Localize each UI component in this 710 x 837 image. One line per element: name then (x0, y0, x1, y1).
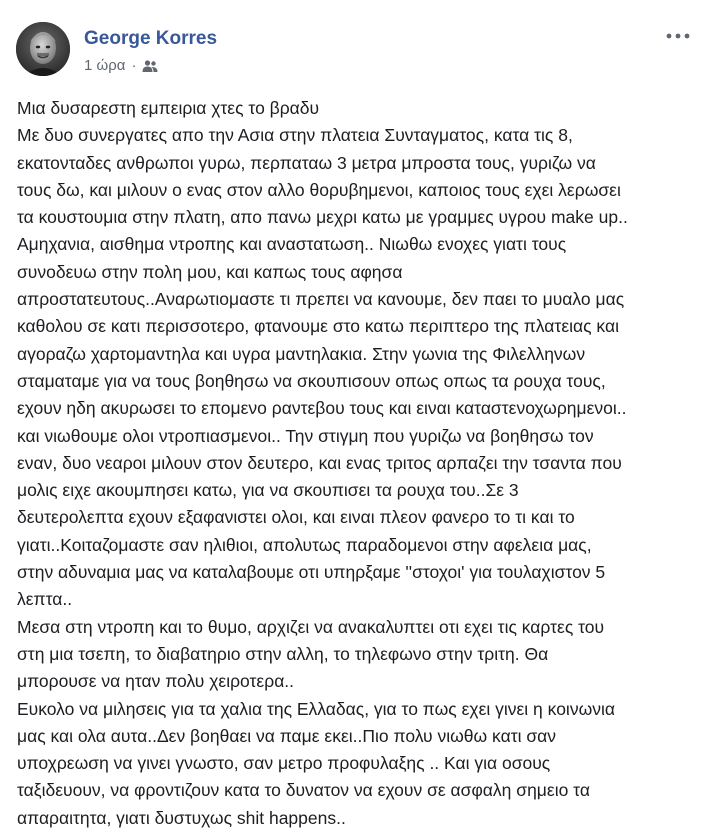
post-meta (84, 57, 158, 74)
post-text-line: σταματαμε για να τους βοηθησω να σκουπισουν οπως οπως τα ρουχα τους, (17, 370, 606, 391)
post-text-line: Μεσα στη ντροπη και το θυμο, αρχιζει να ανακαλυπτει οτι εχει τις καρτες του (17, 616, 605, 637)
post-text-line: μολις ειχε ακουμπησει κατω, για να σκουπισει τα ρουχα του..Σε 3 (17, 480, 519, 501)
post-text-line: γιατι..Κοιταζομαστε σαν ηλιθιοι, απολυτως παραδομενοι στην αφελεια μας, (17, 534, 592, 555)
post-text-line: αγοραζω χαρτομαντηλα και υγρα μαντηλακια. Στην γωνια της Φιλελληνων (17, 343, 586, 364)
author-name[interactable]: George Korres (84, 28, 218, 49)
post-text-line: εναν, δυο νεαροι μιλουν στον δευτερο, και ενας τριτος αρπαζει την τσαντα που (17, 452, 622, 473)
post-text-line: λεπτα.. (17, 589, 73, 610)
post-text-line: τα κουστουμια στην πλατη, απο πανω μεχρι κατω με γραμμες υγρου make up.. (17, 207, 628, 228)
post-text-line: εχουν ηδη ακυρωσει το επομενο ραντεβου τους και ειναι καταστενοχωρημενοι.. (17, 398, 627, 419)
post-text-line: ταξιδευουν, να φροντιζουν κατα το δυνατον να εχουν σε ασφαλη σημειο τα (17, 780, 590, 801)
post-text-line: δευτερολεπτα εχουν εξαφανιστει ολοι, και ειναι πλεον φανερο το τι και το (17, 507, 575, 528)
post-text-line: μπορουσε να ηταν πολυ χειροτερα.. (17, 671, 295, 692)
post-text-line: καθολου σε κατι περισσοτερο, φτανουμε στο κατω περιπτερο της πλατειας και (17, 316, 619, 337)
post-text-line: υποχρεωση να γινει γνωστο, σαν μετρο προφυλαξης .. Και για οσους (17, 753, 551, 774)
friends-icon[interactable] (142, 59, 158, 73)
post-text-line: Μια δυσαρεστη εμπειρια χτες το βραδυ (17, 98, 320, 118)
post-text-line: στην αδυναμια μας να καταλαβουμε οτι υπηρξαμε ''στοχοι' για τουλαχιστον 5 (17, 562, 606, 583)
avatar-photo (16, 22, 70, 76)
post-body-text (17, 95, 697, 832)
post-text-line: στη μια τσεπη, το διαβατηριο στην αλλη, το τηλεφωνο στην τριτη. Θα (17, 643, 549, 664)
post-text-line: Αμηχανια, αισθημα ντροπης και αναστατωση.. Νιωθω ενοχες γιατι τους (17, 234, 567, 255)
post-text-line: εκατονταδες ανθρωποι γυρω, περπαταω 3 μετρα μπροστα τους, γυριζω να (17, 152, 596, 173)
post-text-line: Με δυο συνεργατες απο την Ασια στην πλατεια Συνταγματος, κατα τις 8, (17, 125, 573, 146)
post-text-line: τους δω, και μιλουν ο ενας στον αλλο θορυβημενοι, καποιος τους εχει λερωσει (17, 179, 621, 200)
post-timestamp[interactable]: 1 ώρα (84, 57, 126, 74)
author-avatar[interactable] (16, 22, 70, 76)
post-text-line: μας και ολα αυτα..Δεν βοηθαει να παμε εκει..Πιο πολυ νιωθω κατι σαν (17, 725, 557, 746)
post-text-line: συνοδευω στην πολη μου, και καπως τους αφησα (17, 261, 403, 282)
post-text-line: απαραιτητα, γιατι δυστυχως shit happens.. (17, 807, 346, 828)
more-options-icon (666, 33, 690, 39)
meta-separator: · (131, 57, 137, 74)
post-text-line: Ευκολο να μιλησεις για τα χαλια της Ελλαδας, για το πως εχει γινει η κοινωνια (17, 698, 615, 719)
more-options-button[interactable] (664, 26, 692, 46)
post-header (16, 22, 694, 78)
post-text-line: και νιωθουμε ολοι ντροπιασμενοι.. Την στιγμη που γυριζω να βοηθησω τον (17, 425, 594, 446)
post-text-line: απροστατευτους..Αναρωτιομαστε τι πρεπει να κανουμε, δεν παει το μυαλο μας (17, 289, 625, 310)
